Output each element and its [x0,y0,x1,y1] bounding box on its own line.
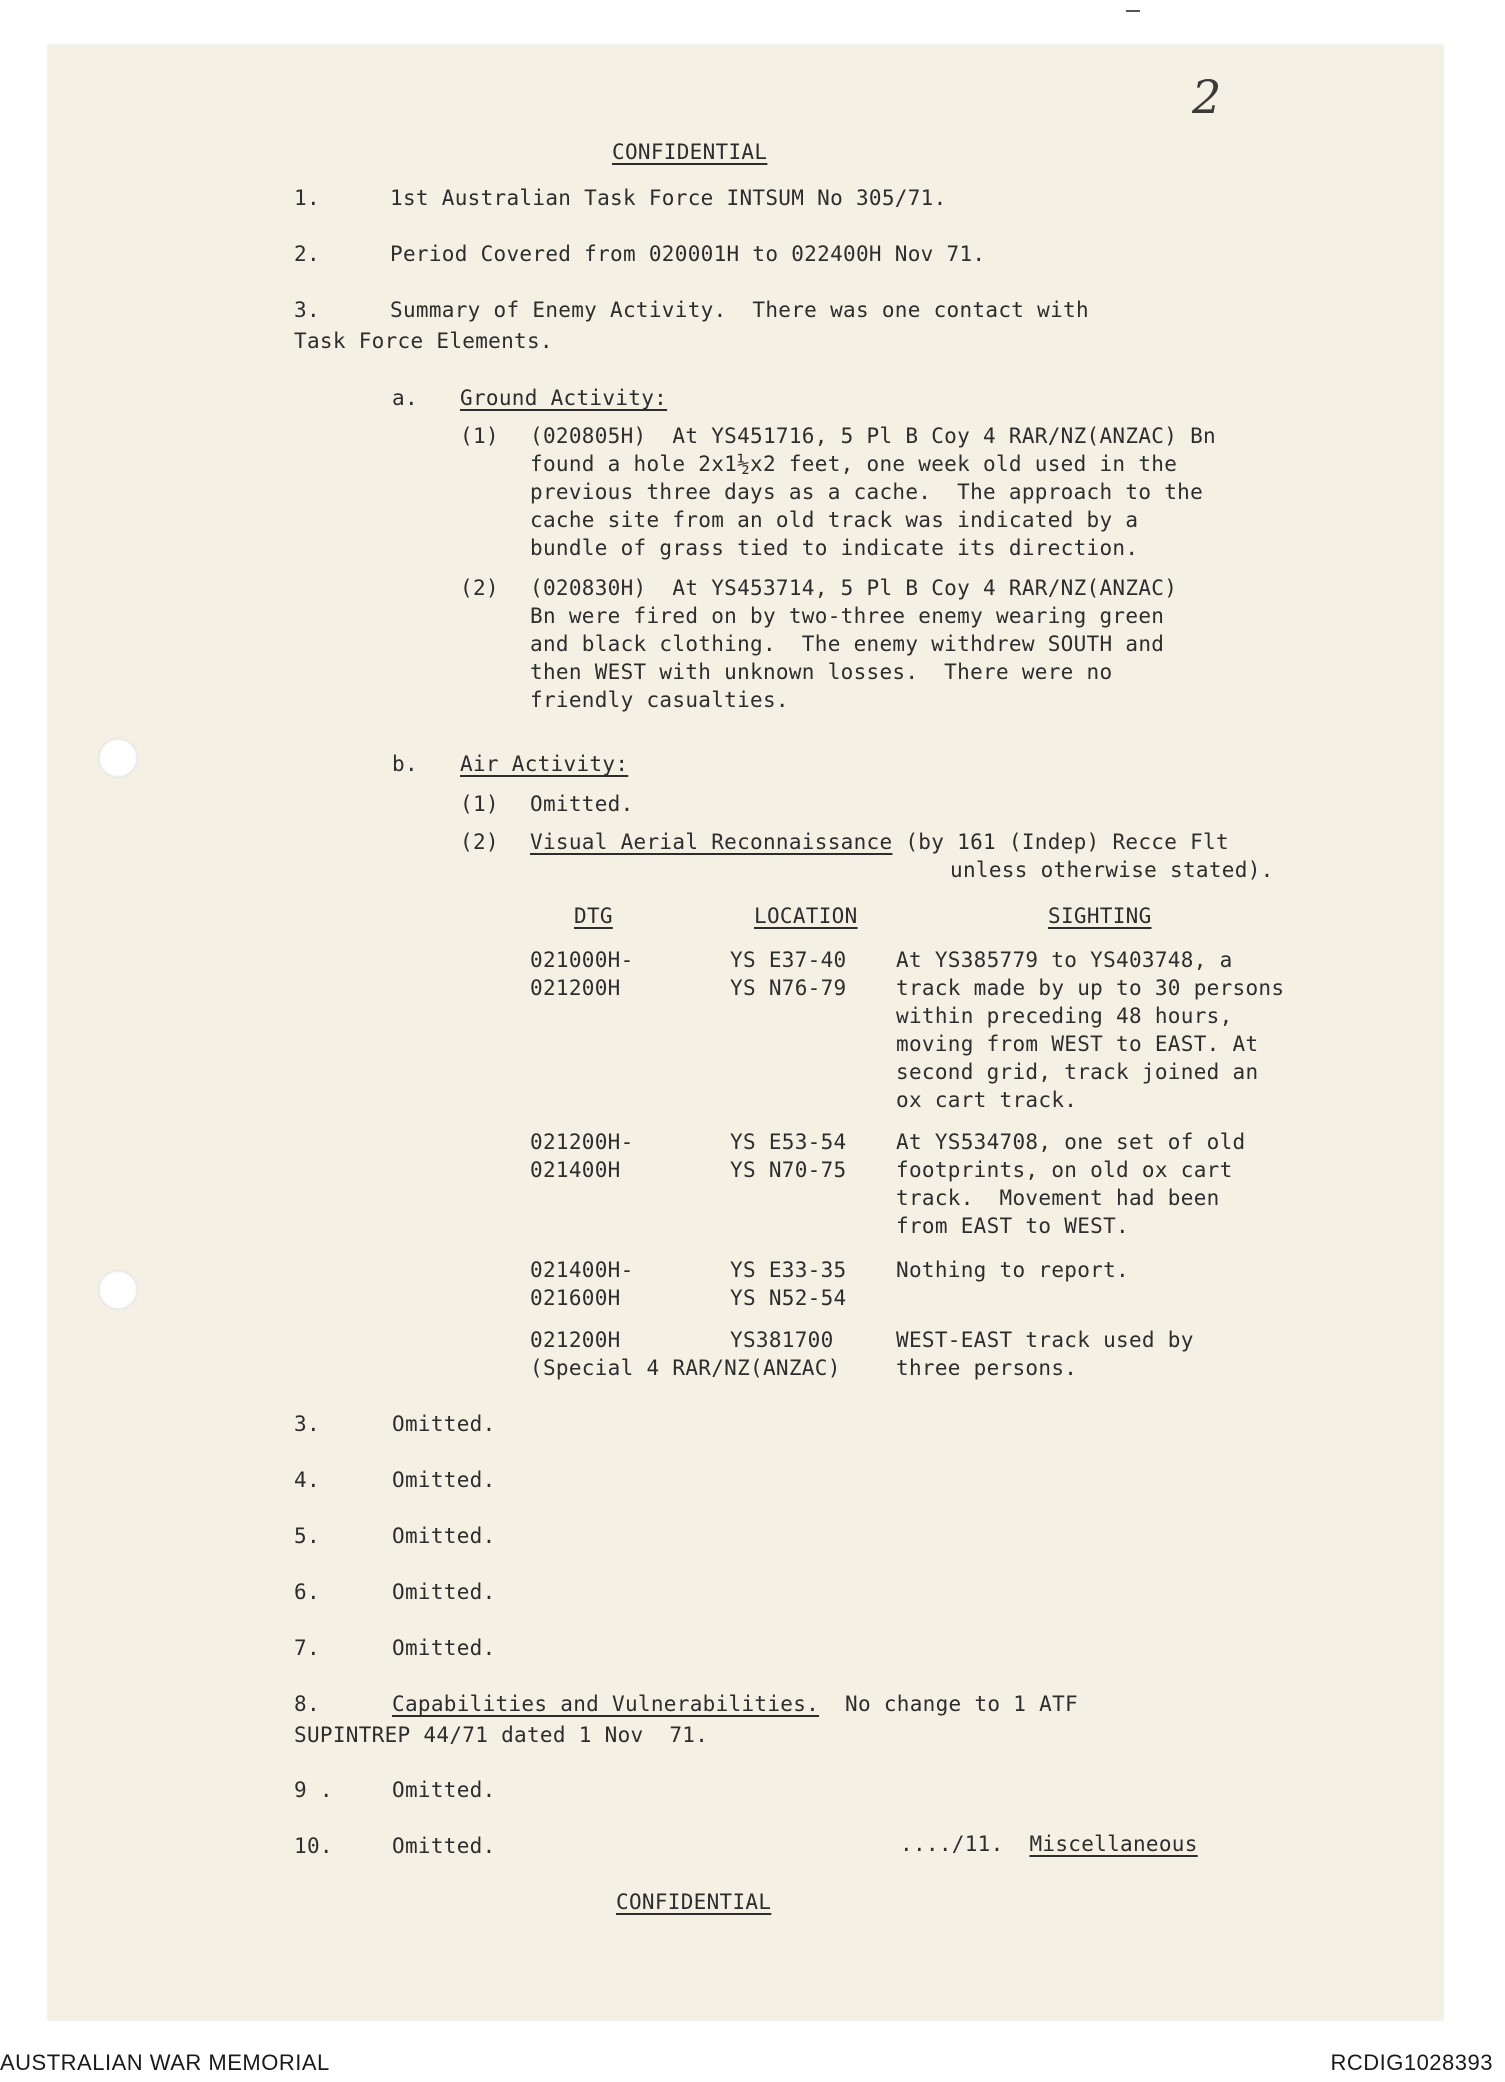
ground-entry-2-line-3: and black clothing. The enemy withdrew SOUTH and [530,632,1165,656]
row-3-sighting-1: Nothing to report. [896,1258,1129,1282]
air-entry-2-line-2: unless otherwise stated). [950,858,1274,882]
row-4-loc-1: YS381700 [730,1328,834,1352]
omitted-item-4-text: Omitted. [392,1468,496,1492]
item-3-line-1: Summary of Enemy Activity. There was one contact with [390,298,1089,322]
row-2-loc-1: YS E53-54 [730,1130,847,1154]
table-header-location: LOCATION [754,904,858,928]
ground-entry-2-line-4: then WEST with unknown losses. There were no [530,660,1113,684]
ground-entry-1-line-4: cache site from an old track was indicated by a [530,508,1139,532]
row-3-dtg-2: 021600H [530,1286,621,1310]
table-header-sighting: SIGHTING [1048,904,1152,928]
ground-entry-2-line-1: (020830H) At YS453714, 5 Pl B Coy 4 RAR/NZ(ANZAC) [530,576,1178,600]
ground-entry-2-line-5: friendly casualties. [530,688,789,712]
air-activity-letter: b. [392,752,418,776]
row-2-dtg-1: 021200H- [530,1130,634,1154]
omitted-item-6-text: Omitted. [392,1580,496,1604]
row-1-sighting-1: At YS385779 to YS403748, a [896,948,1233,972]
row-4-dtg-2: (Special 4 RAR/NZ(ANZAC) [530,1356,841,1380]
item-10-text: Omitted. [392,1834,496,1858]
continuation-label: Miscellaneous [1029,1832,1198,1856]
air-entry-2-number: (2) [460,830,499,854]
row-1-sighting-3: within preceding 48 hours, [896,1004,1233,1028]
air-entry-1-number: (1) [460,792,499,816]
row-1-loc-2: YS N76-79 [730,976,847,1000]
item-3-number: 3. [294,298,320,322]
omitted-item-4-number: 4. [294,1468,320,1492]
continuation-prefix: ..../11. [900,1832,1030,1856]
omitted-item-7-number: 7. [294,1636,320,1660]
continuation-note [900,1830,1198,1858]
ground-activity-heading: Ground Activity: [460,386,668,410]
row-2-sighting-2: footprints, on old ox cart [896,1158,1233,1182]
punch-hole-bottom [98,1270,138,1310]
item-9-number: 9 . [294,1778,333,1802]
ground-entry-1-number: (1) [460,424,499,448]
row-4-sighting-1: WEST-EAST track used by [896,1328,1194,1352]
item-10-number: 10. [294,1834,333,1858]
omitted-item-6-number: 6. [294,1580,320,1604]
item-8-line-2: SUPINTREP 44/71 dated 1 Nov 71. [294,1723,709,1747]
archive-footer-right: RCDIG1028393 [1330,2050,1493,2075]
item-3-line-2: Task Force Elements. [294,329,553,353]
omitted-item-5-text: Omitted. [392,1524,496,1548]
item-8-line-1 [392,1690,1078,1718]
row-2-dtg-2: 021400H [530,1158,621,1182]
row-3-loc-2: YS N52-54 [730,1286,847,1310]
var-heading-rest: (by 161 (Indep) Recce Flt [892,830,1229,854]
item-8-heading-rest: No change to 1 ATF [819,1692,1078,1716]
ground-entry-1-line-3: previous three days as a cache. The approach to the [530,480,1204,504]
item-8-heading: Capabilities and Vulnerabilities. [392,1692,820,1716]
item-1-number: 1. [294,186,320,210]
handwritten-page-number: 2 [1192,70,1222,124]
ground-activity-letter: a. [392,386,418,410]
ground-entry-1-line-2: found a hole 2x1½x2 feet, one week old used in the [530,452,1178,476]
air-entry-2-line-1 [530,828,1229,856]
row-2-sighting-1: At YS534708, one set of old [896,1130,1246,1154]
row-1-dtg-2: 021200H [530,976,621,1000]
row-4-sighting-2: three persons. [896,1356,1078,1380]
table-header-dtg: DTG [574,904,613,928]
punch-hole-top [98,738,138,778]
omitted-item-3-text: Omitted. [392,1412,496,1436]
row-1-sighting-6: ox cart track. [896,1088,1078,1112]
archive-footer-left: AUSTRALIAN WAR MEMORIAL [0,2050,330,2075]
row-2-sighting-4: from EAST to WEST. [896,1214,1129,1238]
row-1-loc-1: YS E37-40 [730,948,847,972]
omitted-item-7-text: Omitted. [392,1636,496,1660]
row-3-loc-1: YS E33-35 [730,1258,847,1282]
item-2-text: Period Covered from 020001H to 022400H Nov 71. [390,242,986,266]
ground-entry-1-line-5: bundle of grass tied to indicate its direction. [530,536,1139,560]
row-1-sighting-4: moving from WEST to EAST. At [896,1032,1259,1056]
omitted-item-5-number: 5. [294,1524,320,1548]
item-8-number: 8. [294,1692,320,1716]
air-activity-heading: Air Activity: [460,752,629,776]
row-2-loc-2: YS N70-75 [730,1158,847,1182]
ground-entry-1-line-1: (020805H) At YS451716, 5 Pl B Coy 4 RAR/NZ(ANZAC) Bn [530,424,1216,448]
item-9-text: Omitted. [392,1778,496,1802]
ground-entry-2-number: (2) [460,576,499,600]
classification-footer: CONFIDENTIAL [616,1890,772,1914]
classification-header: CONFIDENTIAL [612,140,768,164]
item-2-number: 2. [294,242,320,266]
item-1-text: 1st Australian Task Force INTSUM No 305/71. [390,186,947,210]
row-1-sighting-2: track made by up to 30 persons [896,976,1285,1000]
row-1-sighting-5: second grid, track joined an [896,1060,1259,1084]
omitted-item-3-number: 3. [294,1412,320,1436]
ground-entry-2-line-2: Bn were fired on by two-three enemy wearing green [530,604,1165,628]
scan-mark [1126,10,1140,12]
row-4-dtg-1: 021200H [530,1328,621,1352]
var-heading: Visual Aerial Reconnaissance [530,830,893,854]
row-1-dtg-1: 021000H- [530,948,634,972]
row-3-dtg-1: 021400H- [530,1258,634,1282]
air-entry-1-text: Omitted. [530,792,634,816]
row-2-sighting-3: track. Movement had been [896,1186,1220,1210]
